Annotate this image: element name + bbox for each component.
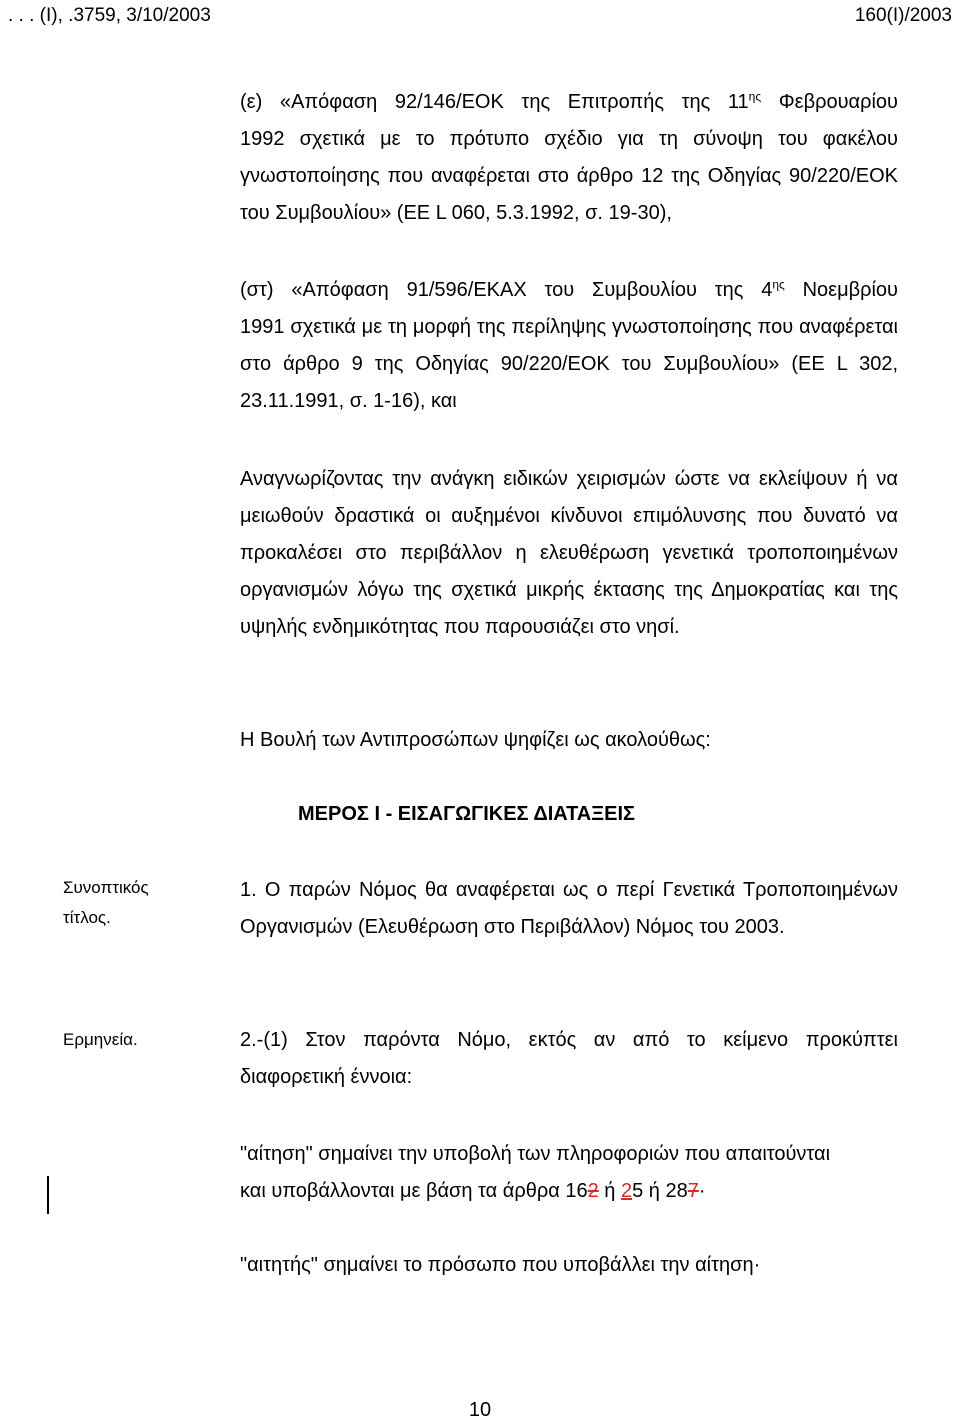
definition-applicant (240, 1247, 898, 1284)
item-st-first-line: (στ) «Απόφαση 91/596/ΕΚΑΧ του Συμβουλίου της $4^{\eta\varsigma}$ Νοεμβρίου (240, 277, 898, 301)
item-st (240, 272, 898, 420)
deleted-text: 7 (687, 1180, 699, 1202)
item-e-first-line: (ε) «Απόφαση 92/146/ΕΟΚ της Επιτροπής της $11^{\eta\varsigma}$ Φεβρουαρίου (240, 89, 898, 113)
item-st-rest: 1991 σχετικά με τη μορφή της περίληψης γνωστοποίησης που αναφέρεται στο άρθρο 9 της Οδηγίας 90/220/ΕΟΚ του Συμβουλίου» (ΕΕ L 302, 23.11.1991, σ. 1-16), και (240, 316, 898, 412)
item-e (240, 84, 898, 232)
definition-applicant-text: "αιτητής" σημαίνει το πρόσωπο που υποβάλλει την αίτηση· (240, 1254, 761, 1276)
recital (240, 461, 898, 646)
inserted-text: 2 (620, 1180, 633, 1202)
definition-application-line2: και υποβάλλονται με βάση τα άρθρα 162 ή 25 ή 287· (240, 1180, 706, 1202)
section-1-text: 1. Ο παρών Νόμος θα αναφέρεται ως ο περί Γενετικά Τροποποιημένων Οργανισμών (Ελευθέρωση στο Περιβάλλον) Νόμος του 2003. (240, 879, 898, 938)
header-right: 160(Ι)/2003 (854, 5, 952, 26)
definition-application (240, 1136, 898, 1210)
recital-text: Αναγνωρίζοντας την ανάγκη ειδικών χειρισμών ώστε να εκλείψουν ή να μειωθούν δραστικά οι αυξημένοι κίνδυνοι επιμόλυνσης που δυνατό να προκαλέσει στο περιβάλλον η ελευθέρωση γενετικά τροποποιημένων οργανισμών λόγω της σχετικά μικρής έκτασης της Δημοκρατίας και της υψηλής ενδημικότητας που παρουσιάζει στο νησί. (240, 468, 898, 638)
section-2-intro-text: 2.-(1) Στον παρόντα Νόμο, εκτός αν από το κείμενο προκύπτει διαφορετική έννοια: (240, 1029, 898, 1088)
deleted-text: 2 (587, 1180, 599, 1202)
section-1 (240, 872, 898, 946)
margin-note-short-title: Συνοπτικός τίτλος. (63, 878, 149, 927)
page-number: 10 (468, 1399, 492, 1421)
enactment-text: Η Βουλή των Αντιπροσώπων ψηφίζει ως ακολούθως: (240, 729, 711, 751)
superscript: ης (748, 89, 762, 104)
definition-application-line1: "αίτηση" σημαίνει την υποβολή των πληροφοριών που απαιτούνται (240, 1143, 831, 1165)
superscript: ης (772, 277, 785, 292)
enactment (240, 722, 898, 759)
margin-note-interpretation: Ερμηνεία. (63, 1030, 138, 1049)
item-e-rest: 1992 σχετικά με το πρότυπο σχέδιο για τη σύνοψη του φακέλου γνωστοποίησης που αναφέρεται στο άρθρο 12 της Οδηγίας 90/220/ΕΟΚ του Συμβουλίου» (ΕΕ L 060, 5.3.1992, σ. 19-30), (240, 128, 898, 224)
section-2-intro (240, 1022, 898, 1096)
revision-bar (47, 1176, 49, 1214)
header-left: . . . (Ι), .3759, 3/10/2003 (8, 5, 211, 26)
part-heading: ΜΕΡΟΣ Ι - ΕΙΣΑΓΩΓΙΚΕΣ ΔΙΑΤΑΞΕΙΣ (298, 803, 636, 825)
